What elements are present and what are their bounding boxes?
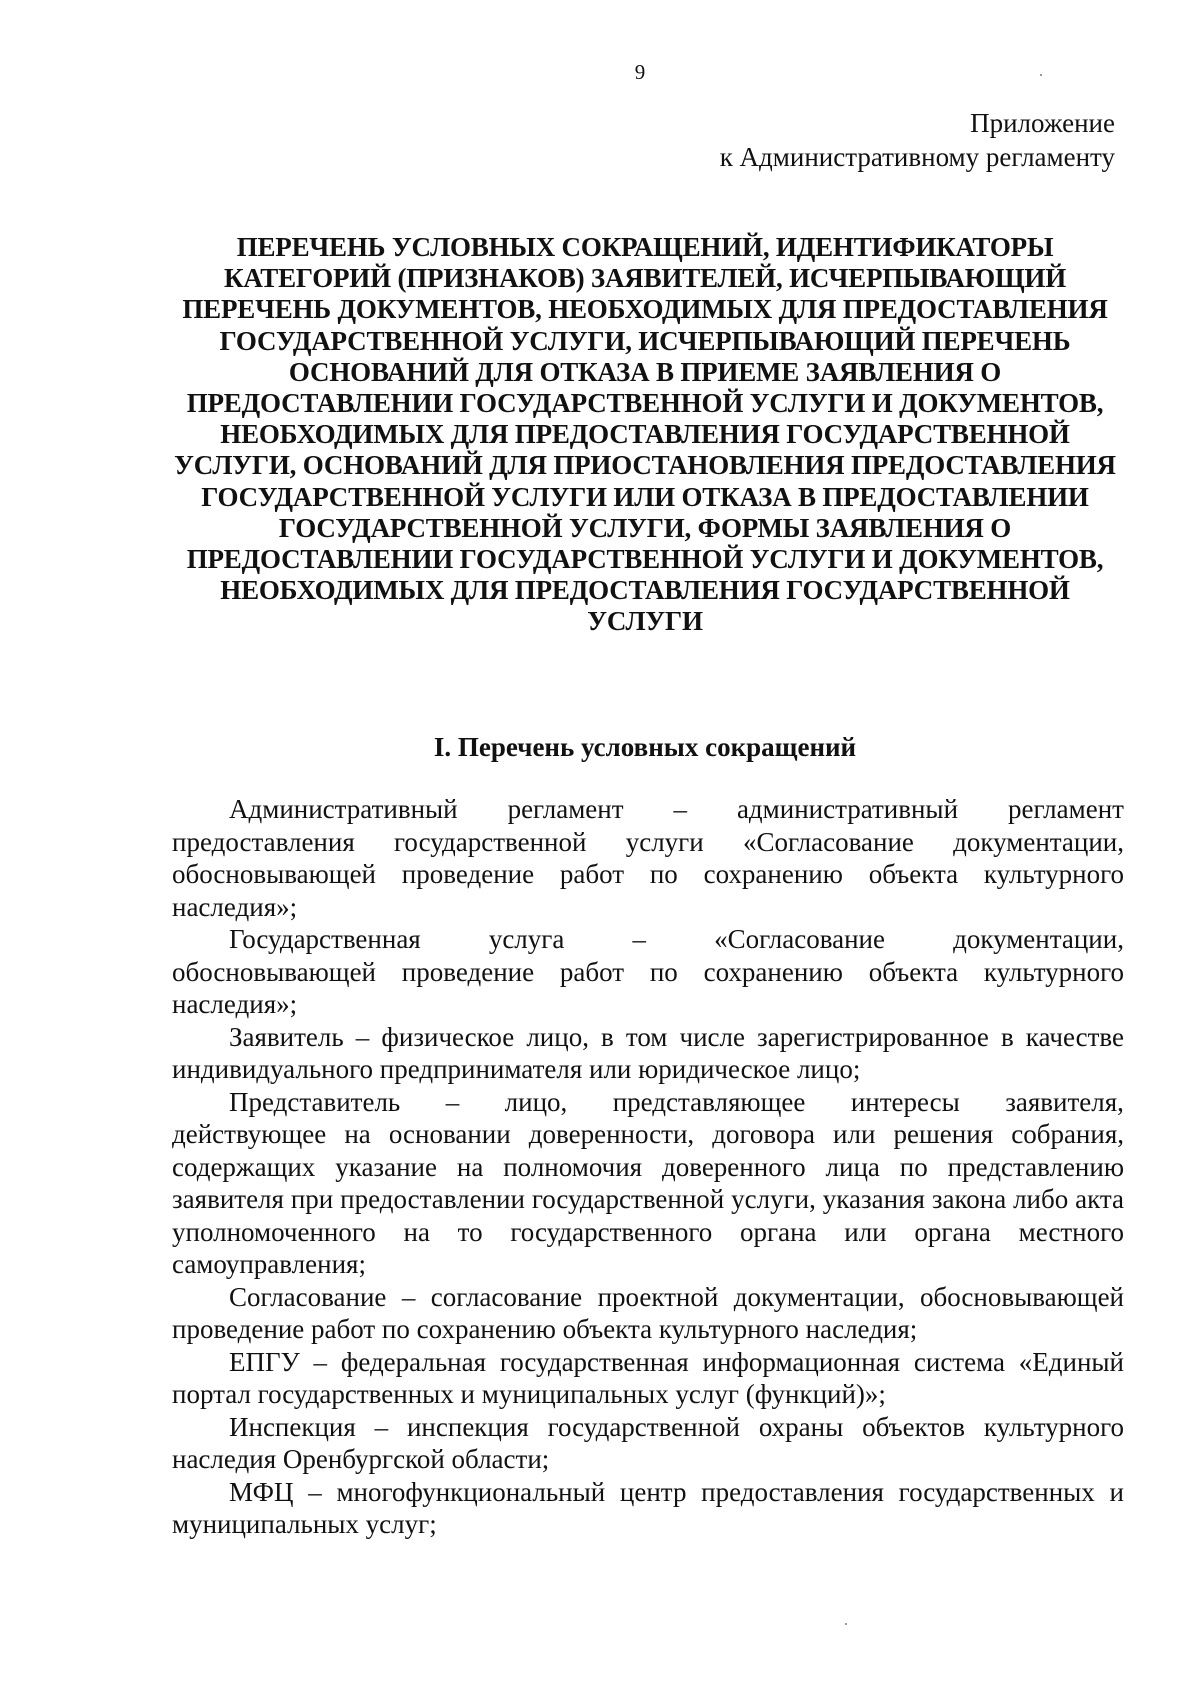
- title-line: КАТЕГОРИЙ (ПРИЗНАКОВ) ЗАЯВИТЕЛЕЙ, ИСЧЕРПЫВАЮЩИЙ: [223, 263, 1067, 294]
- title-line: ПРЕДОСТАВЛЕНИИ ГОСУДАРСТВЕННОЙ УСЛУГИ И ДОКУМЕНТОВ,: [186, 388, 1104, 419]
- definition-text: обосновывающей проведение работ по сохранению объекта культурного наследия»;: [172, 956, 1124, 1019]
- definition-word: заявителя,: [1005, 1086, 1124, 1117]
- term-word: Представитель: [229, 1086, 401, 1117]
- title-line: ПРЕДОСТАВЛЕНИИ ГОСУДАРСТВЕННОЙ УСЛУГИ И ДОКУМЕНТОВ,: [186, 544, 1104, 575]
- definition-word: представляющее: [612, 1086, 806, 1117]
- appendix-header: [720, 106, 1115, 174]
- title-line: УСЛУГИ, ОСНОВАНИЙ ДЛЯ ПРИОСТАНОВЛЕНИЯ ПРЕДОСТАВЛЕНИЯ: [174, 450, 1116, 481]
- definition-representative: [172, 1086, 1124, 1281]
- definition-word: лицо,: [504, 1086, 568, 1117]
- definition-applicant: Заявитель – физическое лицо, в том числе зарегистрированное в качестве индивидуального предпринимателя или юридическое лицо;: [172, 1021, 1124, 1084]
- definition-state-service: [172, 923, 1124, 1021]
- dash: –: [673, 794, 687, 824]
- definition-word: документации,: [953, 924, 1124, 954]
- appendix-line-2: к Административному регламенту: [719, 142, 1115, 172]
- title-line: ГОСУДАРСТВЕННОЙ УСЛУГИ ИЛИ ОТКАЗА В ПРЕДОСТАВЛЕНИИ: [201, 481, 1089, 512]
- definition-first-line: [172, 1086, 1124, 1119]
- term-word: услуга: [488, 924, 565, 954]
- title-line: ГОСУДАРСТВЕННОЙ УСЛУГИ, ИСЧЕРПЫВАЮЩИЙ ПЕРЕЧЕНЬ: [219, 325, 1071, 356]
- definition-epgu: ЕПГУ – федеральная государственная информационная система «Единый портал государственных и муниципальных услуг (функций)»;: [172, 1346, 1124, 1409]
- document-title: [165, 232, 1125, 638]
- title-line: ПЕРЕЧЕНЬ УСЛОВНЫХ СОКРАЩЕНИЙ, ИДЕНТИФИКАТОРЫ: [236, 232, 1054, 262]
- definition-word: административный: [736, 794, 959, 824]
- title-line: НЕОБХОДИМЫХ ДЛЯ ПРЕДОСТАВЛЕНИЯ ГОСУДАРСТВЕННОЙ: [220, 419, 1070, 450]
- title-line: ОСНОВАНИЙ ДЛЯ ОТКАЗА В ПРИЕМЕ ЗАЯВЛЕНИЯ О: [288, 356, 1002, 387]
- definition-word: регламент: [1007, 794, 1124, 824]
- definition-word: интересы: [850, 1086, 960, 1117]
- scan-speck: [1040, 74, 1042, 76]
- appendix-line-1: Приложение: [970, 108, 1115, 138]
- page-number: 9: [634, 60, 646, 84]
- definition-text: предоставления государственной услуги «Согласование документации, обосновывающей проведение работ по сохранению объекта культурного наследия»;: [172, 826, 1124, 922]
- term-word: Административный: [229, 794, 458, 824]
- definition-mfc: МФЦ – многофункциональный центр предоставления государственных и муниципальных услуг;: [172, 1476, 1124, 1539]
- term-word: регламент: [507, 794, 624, 824]
- dash: –: [445, 1086, 460, 1117]
- definition-word: «Согласование: [714, 924, 885, 954]
- definition-inspection: Инспекция – инспекция государственной охраны объектов культурного наследия Оренбургской области;: [172, 1411, 1124, 1474]
- title-line: ГОСУДАРСТВЕННОЙ УСЛУГИ, ФОРМЫ ЗАЯВЛЕНИЯ О: [278, 512, 1012, 543]
- definition-admin-regulation: [172, 793, 1124, 923]
- definition-first-line: [172, 793, 1124, 826]
- dash: –: [632, 924, 646, 954]
- definition-first-line: [172, 923, 1124, 956]
- definitions-list: [172, 793, 1124, 1541]
- scan-speck: [845, 1623, 847, 1625]
- title-line: ПЕРЕЧЕНЬ ДОКУМЕНТОВ, НЕОБХОДИМЫХ ДЛЯ ПРЕДОСТАВЛЕНИЯ: [182, 294, 1108, 325]
- definition-approval: Согласование – согласование проектной документации, обосновывающей проведение работ по сохранению объекта культурного наследия;: [172, 1281, 1124, 1344]
- title-line: УСЛУГИ: [587, 606, 703, 637]
- term-word: Государственная: [229, 924, 421, 954]
- section-heading: I. Перечень условных сокращений: [433, 732, 857, 762]
- title-line: НЕОБХОДИМЫХ ДЛЯ ПРЕДОСТАВЛЕНИЯ ГОСУДАРСТВЕННОЙ: [220, 575, 1070, 606]
- definition-text: действующее на основании доверенности, договора или решения собрания, содержащих указание на полномочия доверенного лица по представлению заявителя при предоставлении государственной услуги, указания закона либо акта уполномоченного на то государственного органа или органа местного самоуправления;: [172, 1119, 1124, 1279]
